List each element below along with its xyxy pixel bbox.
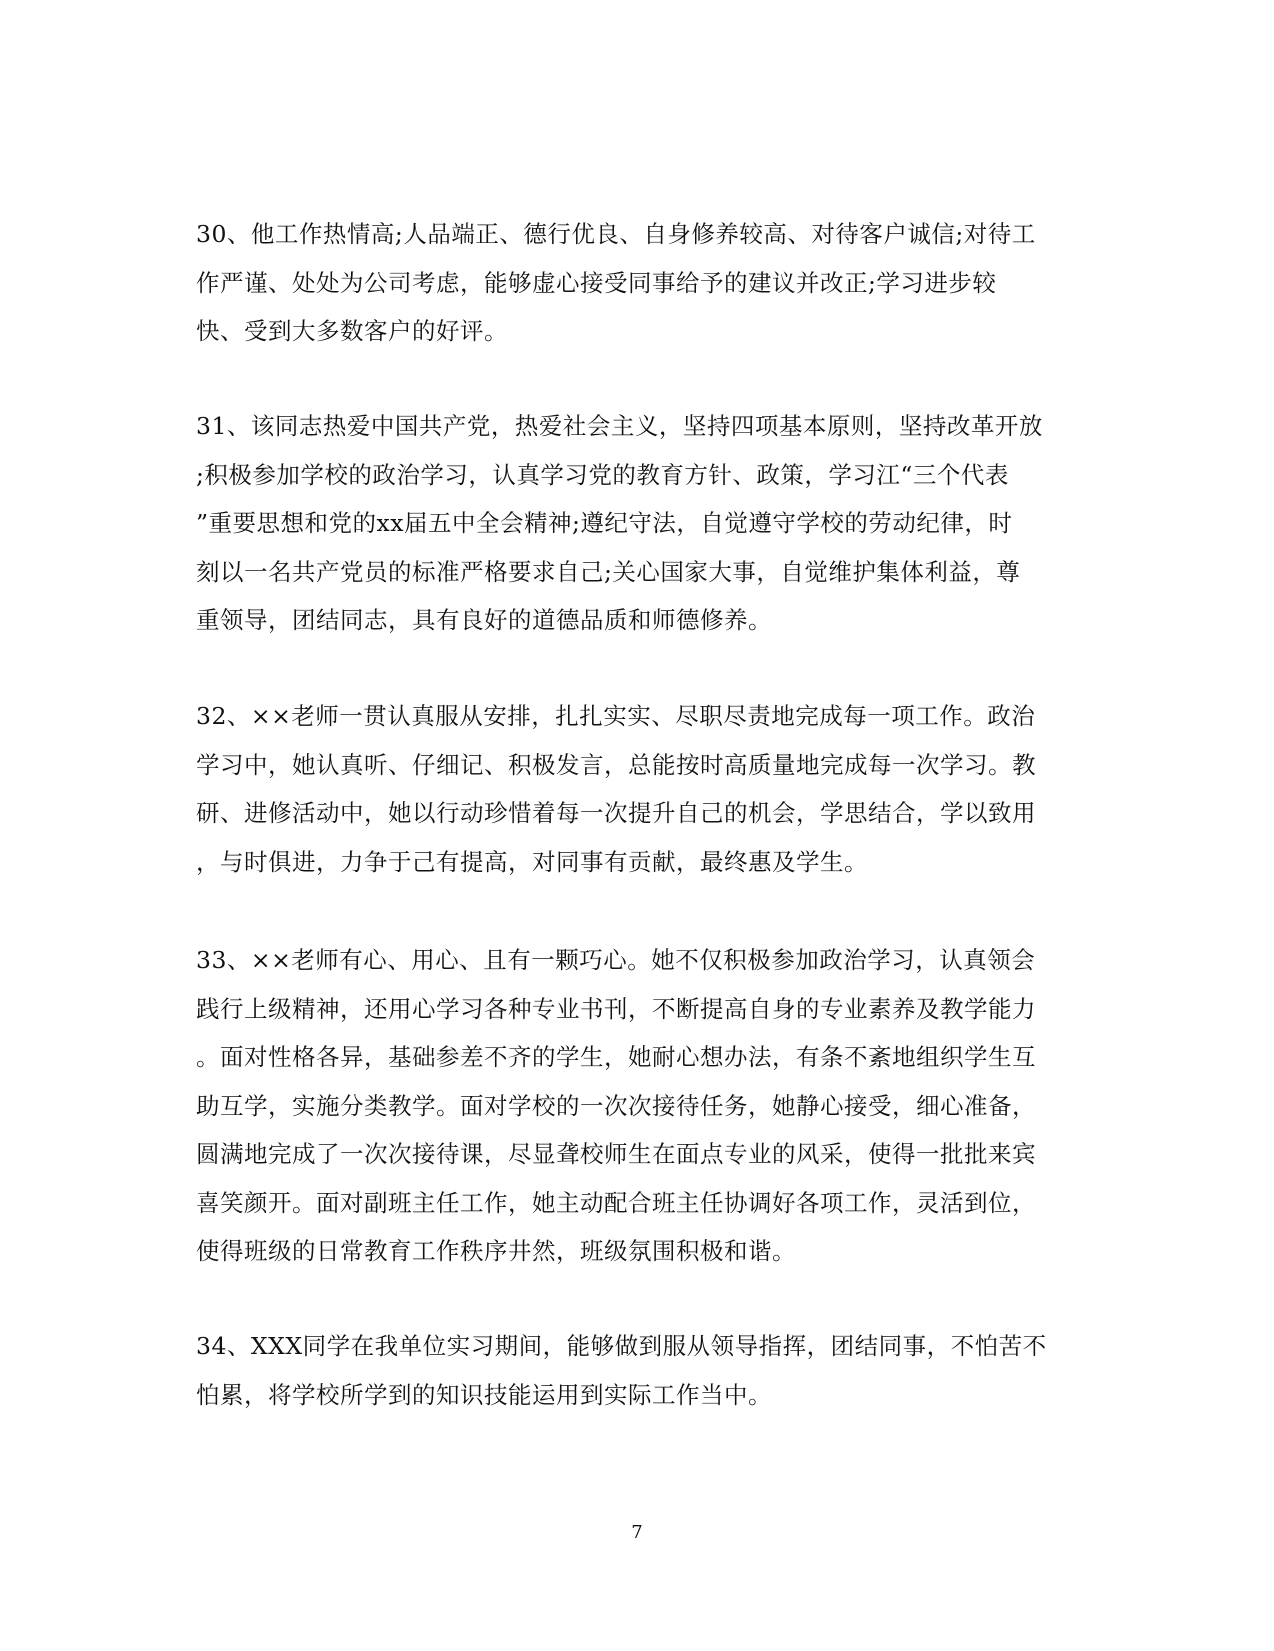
- text-line: 刻以一名共产党员的标准严格要求自己;关心国家大事，自觉维护集体利益，尊: [196, 557, 1021, 586]
- text-line: 33、××老师有心、用心、且有一颗巧心。她不仅积极参加政治学习，认真领会: [196, 946, 1036, 974]
- text-line: 31、该同志热爱中国共产党，热爱社会主义，坚持四项基本原则，坚持改革开放: [196, 412, 1043, 440]
- text-line: ，与时俱进，力争于己有提高，对同事有贡献，最终惠及学生。: [196, 847, 868, 876]
- paragraph-32: [196, 692, 1076, 886]
- text-line: 践行上级精神，还用心学习各种专业书刊，不断提高自身的专业素养及教学能力: [196, 994, 1036, 1023]
- text-line: 喜笑颜开。面对副班主任工作，她主动配合班主任协调好各项工作，灵活到位，: [196, 1188, 1036, 1217]
- text-line: 。面对性格各异，基础参差不齐的学生，她耐心想办法，有条不紊地组织学生互: [196, 1043, 1036, 1071]
- paragraph-31: [196, 402, 1076, 645]
- text-line: 怕累，将学校所学到的知识技能运用到实际工作当中。: [196, 1380, 772, 1409]
- text-line: 助互学，实施分类教学。面对学校的一次次接待任务，她静心接受，细心准备，: [196, 1091, 1036, 1120]
- paragraph-33: [196, 936, 1076, 1276]
- text-line: 34、XXX同学在我单位实习期间，能够做到服从领导指挥，团结同事，不怕苦不: [196, 1332, 1047, 1360]
- text-line: 作严谨、处处为公司考虑，能够虚心接受同事给予的建议并改正;学习进步较: [196, 268, 997, 297]
- text-line: 研、进修活动中，她以行动珍惜着每一次提升自己的机会，学思结合，学以致用: [196, 799, 1036, 827]
- text-line: 学习中，她认真听、仔细记、积极发言，总能按时高质量地完成每一次学习。教: [196, 750, 1036, 779]
- text-line: 30、他工作热情高;人品端正、德行优良、自身修养较高、对待客户诚信;对待工: [196, 220, 1036, 248]
- page-number: 7: [631, 1522, 643, 1543]
- text-line: 使得班级的日常教育工作秩序井然，班级氛围积极和谐。: [196, 1237, 796, 1265]
- text-line: 重领导，团结同志，具有良好的道德品质和师德修养。: [196, 606, 772, 634]
- paragraph-34: [196, 1322, 1076, 1419]
- text-line: ;积极参加学校的政治学习，认真学习党的教育方针、政策，学习江“三个代表: [196, 460, 1009, 489]
- text-line: 快、受到大多数客户的好评。: [196, 317, 508, 345]
- text-line: 32、××老师一贯认真服从安排，扎扎实实、尽职尽责地完成每一项工作。政治: [196, 702, 1036, 730]
- paragraph-30: [196, 210, 1076, 356]
- text-line: ”重要思想和党的xx届五中全会精神;遵纪守法，自觉遵守学校的劳动纪律，时: [196, 509, 1013, 537]
- text-line: 圆满地完成了一次次接待课，尽显聋校师生在面点专业的风采，使得一批批来宾: [196, 1140, 1036, 1168]
